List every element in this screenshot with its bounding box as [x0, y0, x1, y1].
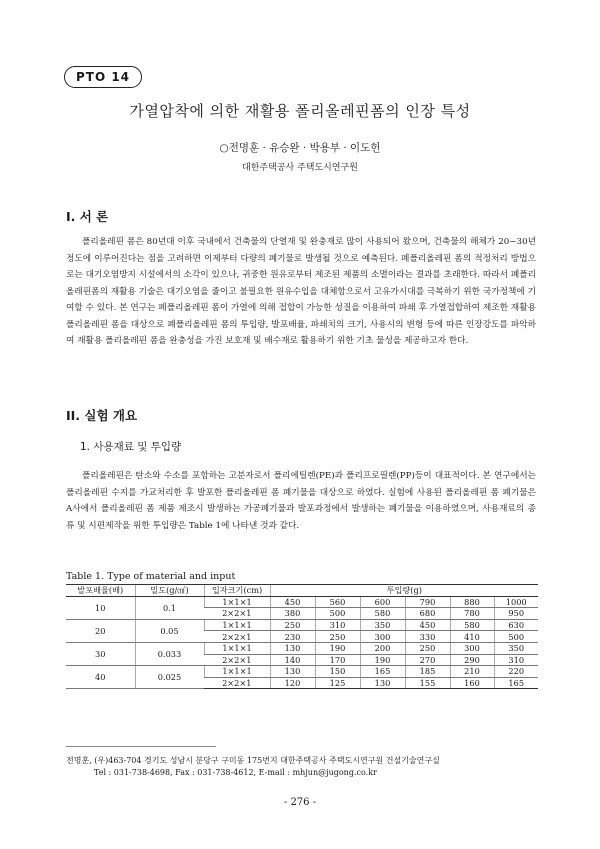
cell-input-value: 160: [450, 677, 494, 689]
cell-density: 0.033: [135, 642, 204, 665]
cell-input-value: 290: [450, 654, 494, 666]
cell-input-value: 250: [270, 619, 315, 631]
cell-input-value: 350: [360, 619, 405, 631]
cell-input-value: 190: [360, 654, 405, 666]
cell-density: 0.025: [135, 666, 204, 689]
section-1-body: 폴리올레핀 폼은 80년대 이후 국내에서 건축물의 단열재 및 완충재로 많이 사용되어 왔으며, 건축물의 해체가 20~30년 정도에 이루어진다는 점을 고려하면 이제부터 다량의 폐기물로 발생될 것으로 예측된다. 폐폴리올레핀 폼의 적정처리 방법으로는 대기오염방지 시설에서의 소각이 있으나, 귀중한 원유로부터 제조된 제품의 소멸이라는 결과를 초래한다. 따라서 폐폴리올레핀폼의 재활용 기술은 대기오염을 줄이고 불필요한 원유수입을 대체함으로서 고유가시대를 극복하기 위한 국가정책에 기여할 수 있다. 본 연구는 폐폴리올레핀 폼이 가열에 의해 접합이 가능한 성질을 이용하여 파쇄 후 가열접합하여 제조한 재활용 폴리올레핀 폼을 대상으로 폐폴리올레핀 폼의 투입량, 발포배율, 파쇄치의 크기, 사용시의 변형 등에 따른 인장강도를 파악하여 재활용 폴리올레핀 폼을 완충성을 가진 보호재 및 배수재로 활용하기 위한 기초 물성을 제공하고자 한다.: [66, 237, 536, 346]
cell-input-value: 220: [494, 666, 538, 678]
cell-ratio: 10: [66, 596, 135, 619]
material-input-table: [66, 584, 538, 689]
cell-ratio: 20: [66, 619, 135, 642]
page-number: - 276 -: [283, 797, 317, 808]
section-2-body: 폴리올레핀은 탄소와 수소를 포함하는 고분자로서 폴리에틸렌(PE)과 폴리프로필렌(PP)등이 대표적이다. 본 연구에서는 폴리올레핀 수지를 가교처리한 후 발포한 폴리올레핀 폼 폐기물을 대상으로 하였다. 실험에 사용된 폴리올레핀 폼 폐기물은 A사에서 폴리올레핀 폼 제품 제조시 발생하는 가공폐기물과 발포과정에서 발생하는 폐기물을 이용하였으며, 사용재료의 종류 및 시편제작을 위한 투입량은 Table 1에 나타낸 것과 같다.: [66, 471, 536, 531]
cell-input-value: 300: [360, 631, 405, 643]
cell-input-value: 560: [315, 596, 360, 608]
cell-input-value: 410: [450, 631, 494, 643]
cell-size: 2×2×1: [204, 654, 270, 666]
cell-size: 1×1×1: [204, 666, 270, 678]
cell-input-value: 185: [405, 666, 450, 678]
cell-input-value: 450: [405, 619, 450, 631]
paper-title: 가열압착에 의한 재활용 폴리올레핀폼의 인장 특성: [129, 102, 471, 120]
cell-input-value: 310: [315, 619, 360, 631]
cell-input-value: 500: [315, 608, 360, 620]
cell-input-value: 880: [450, 596, 494, 608]
cell-input-value: 170: [315, 654, 360, 666]
cell-input-value: 155: [405, 677, 450, 689]
cell-input-value: 450: [270, 596, 315, 608]
table-row: [66, 596, 538, 608]
cell-input-value: 210: [450, 666, 494, 678]
cell-input-value: 600: [360, 596, 405, 608]
cell-input-value: 380: [270, 608, 315, 620]
cell-size: 2×2×1: [204, 631, 270, 643]
cell-input-value: 790: [405, 596, 450, 608]
cell-input-value: 950: [494, 608, 538, 620]
cell-ratio: 40: [66, 666, 135, 689]
cell-input-value: 310: [494, 654, 538, 666]
cell-input-value: 190: [315, 642, 360, 654]
cell-input-value: 780: [450, 608, 494, 620]
cell-size: 2×2×1: [204, 677, 270, 689]
cell-input-value: 250: [405, 642, 450, 654]
section-1-heading: I. 서 론: [66, 209, 109, 224]
subsection-heading: 1. 사용재료 및 투입량: [80, 441, 182, 453]
cell-input-value: 300: [450, 642, 494, 654]
footnote-contact: Tel : 031-738-4698, Fax : 031-738-4612, E-mail : mhjun@jugong.co.kr: [94, 768, 377, 777]
cell-input-value: 150: [315, 666, 360, 678]
cell-input-value: 580: [450, 619, 494, 631]
cell-input-value: 270: [405, 654, 450, 666]
cell-input-value: 250: [315, 631, 360, 643]
cell-input-value: 140: [270, 654, 315, 666]
cell-density: 0.1: [135, 596, 204, 619]
session-tag: PTO 14: [64, 66, 142, 88]
footnote-divider: [66, 746, 216, 747]
cell-density: 0.05: [135, 619, 204, 642]
footnote-address: 전명훈, (우)463-704 경기도 성남시 분당구 구미동 175번지 대한주택공사 주택도시연구원 건설기술연구실: [66, 756, 440, 765]
cell-input-value: 125: [315, 677, 360, 689]
table-header-row: [66, 585, 538, 597]
cell-input-value: 120: [270, 677, 315, 689]
cell-input-value: 350: [494, 642, 538, 654]
author-list: ○전명훈 · 유승완 · 박용부 · 이도헌: [219, 142, 381, 154]
cell-input-value: 330: [405, 631, 450, 643]
cell-input-value: 165: [360, 666, 405, 678]
table-row: [66, 666, 538, 678]
cell-input-value: 500: [494, 631, 538, 643]
cell-input-value: 1000: [494, 596, 538, 608]
cell-input-value: 580: [360, 608, 405, 620]
section-2-heading: II. 실험 개요: [66, 408, 138, 423]
cell-input-value: 130: [270, 666, 315, 678]
header-input: 투입량(g): [270, 585, 538, 597]
cell-size: 1×1×1: [204, 596, 270, 608]
cell-size: 2×2×1: [204, 608, 270, 620]
header-density: 밀도(g/㎤): [135, 585, 204, 597]
cell-input-value: 680: [405, 608, 450, 620]
cell-input-value: 630: [494, 619, 538, 631]
cell-ratio: 30: [66, 642, 135, 665]
affiliation: 대한주택공사 주택도시연구원: [242, 163, 358, 173]
cell-input-value: 130: [270, 642, 315, 654]
cell-input-value: 165: [494, 677, 538, 689]
table-caption: Table 1. Type of material and input: [66, 571, 236, 582]
table-row: [66, 642, 538, 654]
table-row: [66, 619, 538, 631]
cell-size: 1×1×1: [204, 619, 270, 631]
header-ratio: 발포배율(배): [66, 585, 135, 597]
header-size: 입자크기(cm): [204, 585, 270, 597]
cell-input-value: 230: [270, 631, 315, 643]
cell-size: 1×1×1: [204, 642, 270, 654]
cell-input-value: 200: [360, 642, 405, 654]
cell-input-value: 130: [360, 677, 405, 689]
